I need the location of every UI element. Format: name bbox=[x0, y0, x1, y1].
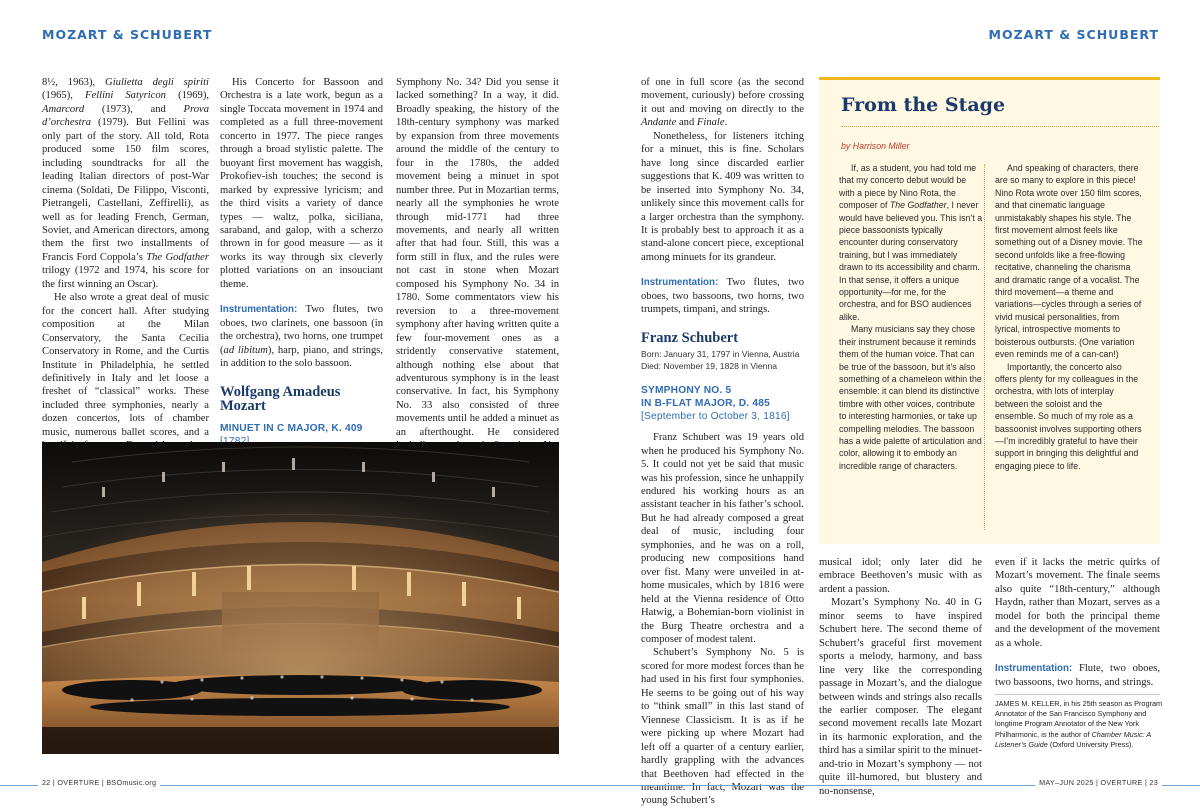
sidebar-right-paragraph-1: And speaking of characters, there are so many to explore in this piece! Nino Rota wrote over 150 film scores, and that cinematic language unmistakably shapes his style. The first movement almost feels like something out of a Disney movie. The second unfolds like a free-flowing recitative, channeling the charisma and dramatic range of a vocalist. The third movement—a theme and variations—cycles through a series of vivid musical personalities, from lyrical, introspective moments to boisterous outbursts. (One variation even reminds me of a can-can!) bbox=[995, 163, 1143, 360]
article-column-2 bbox=[220, 76, 384, 434]
running-head-left: MOZART & SCHUBERT bbox=[42, 27, 213, 42]
author-bio: JAMES M. KELLER, in his 25th season as Program Annotator of the San Francisco Symphony and longtime Program Annotator of the New York Philharmonic, is the author of Chamber Music: A Listener’s Guide (Oxford University Press). bbox=[995, 699, 1163, 749]
article-column-6 bbox=[995, 556, 1160, 686]
work-title-minuet: MINUET IN C MAJOR, K. 409 bbox=[220, 422, 363, 434]
concert-hall-illustration bbox=[42, 442, 559, 754]
sidebar-title: From the Stage bbox=[841, 94, 1006, 116]
running-head-right: MOZART & SCHUBERT bbox=[988, 27, 1159, 42]
footer-rule bbox=[0, 785, 1200, 786]
footer-left-folio: 22 | OVERTURE | BSOmusic.org bbox=[38, 778, 160, 787]
work-title-symphony-5: SYMPHONY NO. 5 IN B-FLAT MAJOR, D. 485 [September to October 3, 1816] bbox=[641, 385, 790, 423]
sidebar-column-divider bbox=[984, 164, 985, 530]
sidebar-column-right bbox=[995, 162, 1145, 534]
col2-paragraph-1: His Concerto for Bassoon and Orchestra is a late work, begun as a single Toccata movement in 1974 and completed as a full three-movement concerto in 1977. The piece ranges through a broad stylistic palette. The buoyant first movement has waggish, Prokofiev-ish touches; the second is marked by expressive lyricism; and the third visits a variety of dance types — waltz, polka, siciliana, saraband, and galop, with a scherzo thrown in for good measure — as it works its way through six cleverly plotted variations on an insouciant theme. bbox=[220, 77, 383, 290]
sidebar-left-paragraph-1: If, as a student, you had told me that my concerto debut would be with a piece by Nino Rota, the composer of The Godfather, I never would have believed you. This isn’t a piece bassoonists typically encounter during conservatory training, but I was immediately drawn to its accessibility and charm. In that sense, it offers a unique opportunity—for me, for the orchestra, and for BSO audiences alike. bbox=[839, 163, 983, 322]
composer-heading-mozart: Wolfgang Amadeus Mozart bbox=[220, 383, 341, 415]
col4-paragraph-3: Franz Schubert was 19 years old when he produced his Symphony No. 5. It could not yet be said that music was his profession, since he unhappily endured his working hours as an assistant teacher in his father’s school. But he had already composed a great deal of music, including four symphonies, and he was on a roll, producing new compositions hand over fist. Many were unveiled in at-home musicales, which by 1816 were held at the Vienna residence of Otto Hatwig, a Bohemian-born violinist in the Burg Theatre orchestra and a composer of modest talent. bbox=[641, 432, 804, 645]
col1-paragraph-1: 8½, 1963), Giulietta degli spiriti (1965), Fellini Satyricon (1969), Amarcord (1973), and Prova d’orchestra (1979). But Fellini was only part of the story. All told, Rota produced some 150 film scores, including soundtracks for all the leading Italian directors of post-War cinema (Soldati, De Filippo, Visconti, Pietrangeli, Castellani, Zeffirelli), as well as for leading French, German, Soviet, and American directors, among them the first two installments of Francis Ford Coppola’s The Godfather trilogy (1972 and 1974, his score for the first winning an Oscar). bbox=[42, 77, 210, 290]
sidebar-left-paragraph-2: Many musicians say they chose their instrument because it reminds them of the human voice. That can be true of the bassoon, but it’s also something of a chameleon within the ensemble: it can blend its distinctive timbre with other voices, contribute to interesting harmonies, or take up compelling melodies. The bassoon has a wide palette of articulation and color, allowing it to embody an incredible range of characters. bbox=[839, 324, 982, 471]
article-column-5 bbox=[819, 556, 982, 797]
col4-paragraph-4: Schubert’s Symphony No. 5 is scored for more modest forces than he had used in his first four symphonies. He seems to be going out of his way to “think small” in this last stand of Viennese Classicism. It is as if he were picking up where Mozart had left off a quarter of a century earlier, hardly grappling with the advances that Beethoven had effected in the meantime. In fact, Mozart was the young Schubert’s bbox=[641, 647, 804, 807]
sidebar-title-rule bbox=[841, 126, 1159, 127]
from-the-stage-sidebar bbox=[819, 77, 1160, 544]
col4-paragraph-2: Nonetheless, for listeners itching for a minuet, this is fine. Scholars have long since discarded earlier suggestions that K. 409 was written to be inserted into Symphony No. 34, unlikely since this movement calls for a larger orchestra than the symphony. It is probably best to approach it as a stand-alone concert piece, exceptional among minuets for its grandeur. bbox=[641, 130, 804, 263]
article-column-1 bbox=[42, 76, 210, 438]
sidebar-byline: by Harrison Miller bbox=[841, 141, 910, 151]
col4-instrumentation: Instrumentation: Two flutes, two oboes, two bassoons, two horns, two trumpets, timpani, and strings. bbox=[641, 277, 804, 316]
schubert-died: Died: November 19, 1828 in Vienna bbox=[641, 360, 777, 371]
col6-instrumentation: Instrumentation: Flute, two oboes, two bassoons, two horns, and strings. bbox=[995, 663, 1160, 688]
col2-instrumentation: Instrumentation: Two flutes, two oboes, two clarinets, one bassoon (in the orchestra), two horns, one trumpet (ad libitum), harp, piano, and strings, in addition to the solo bassoon. bbox=[220, 304, 384, 370]
col6-paragraph-1: even if it lacks the metric quirks of Mozart’s movement. The finale seems also quite “18th-century,” although Haydn, rather than Mozart, serves as a model for both the principal theme and the development of the movement as a whole. bbox=[995, 557, 1160, 649]
sidebar-right-paragraph-2: Importantly, the concerto also offers plenty for my colleagues in the orchestra, with lots of interplay between the soloist and the ensemble. So much of my role as a bassoonist involves supporting others—I’m incredibly grateful to have their support in bringing this delightful and engaging piece to life. bbox=[995, 361, 1142, 471]
composer-heading-schubert: Franz Schubert bbox=[641, 329, 739, 346]
article-column-3 bbox=[396, 76, 559, 438]
col5-paragraph-2: Mozart’s Symphony No. 40 in G minor seems to have inspired Schubert here. The second theme of Schubert’s graceful first movement sports a melody, harmony, and bass line very like the corresponding passage in Mozart’s, and the dialogue between winds and strings also recalls the earlier composer. The elegant second movement recalls late Mozart in its harmonic exploration, and the third has a similar spirit to the minuet-and-trio in Mozart’s symphony — not quite ill-humored, but blustery and no-nonsense, bbox=[819, 597, 982, 797]
footer-right-folio: MAY–JUN 2025 | OVERTURE | 23 bbox=[1035, 778, 1162, 787]
article-column-4 bbox=[641, 76, 804, 807]
author-bio-rule bbox=[995, 694, 1160, 695]
schubert-born: Born: January 31, 1797 in Vienna, Austria bbox=[641, 349, 800, 360]
col3-paragraph-1: Symphony No. 34? Did you sense it lacked something? In a way, it did. Broadly speaking, the history of the 18th-century symphony was marked by expansion from three movements around the middle of the century to four in the 1780s, the added movement being a minuet in spot number three. Put in Mozartian terms, nearly all the symphonies he wrote through mid-1771 had three movements, and nearly all written after that had four. Still, this was a form still in flux, and the rules were not cast in stone when Mozart composed his Symphony No. 34 in 1780. Some commentators view his reversion to a three-movement symphony after having written quite a few four-movement ones as a stridently conservative statement, although nothing else about that adventurous symphony is in the least conservative. In fact, his Symphony No. 33 also consisted of three movements until he added a minuet as an afterthought. He considered bbox=[396, 77, 559, 438]
sidebar-column-left bbox=[839, 162, 983, 534]
col5-paragraph-1: musical idol; only later did he embrace Beethoven’s music with as ardent a passion. bbox=[819, 557, 982, 595]
concert-hall-photo bbox=[42, 442, 559, 754]
col4-paragraph-1: of one in full score (as the second movement, curiously) before crossing it out and moving on directly to the Andante and Finale. bbox=[641, 77, 804, 129]
col1-paragraph-2: He also wrote a great deal of music for the concert hall. After studying composition at the Milan Conservatory, the Santa Cecilia Conservatory in Rome, and the Curtis Institute in Philadelphia, he settled definitively in Italy and let loose a freshet of “classical” works. These included three symphonies, nearly a dozen concertos, lots of chamber music, numerous ballet scores, and a bbox=[42, 292, 209, 438]
